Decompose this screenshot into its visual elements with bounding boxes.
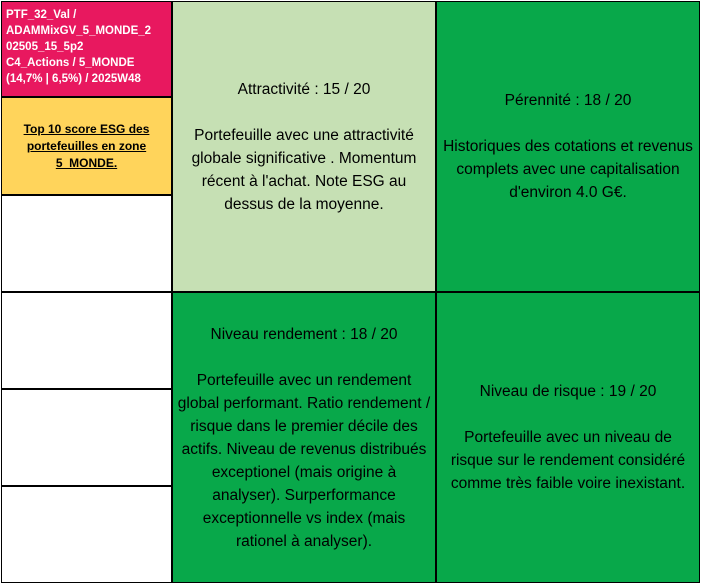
attractivite-text: Portefeuille avec une attractivité globale significative . Momentum récent à l'achat. Note ESG au dessus de la moyenne. bbox=[191, 126, 417, 213]
risque-text: Portefeuille avec un niveau de risque sur le rendement considéré comme très faible voire inexistant. bbox=[450, 429, 686, 492]
empty-cell bbox=[1, 292, 172, 389]
perennite-title: Pérennité : 18 / 20 bbox=[504, 92, 632, 109]
portfolio-info-line: C4_Actions / 5_MONDE bbox=[6, 57, 135, 69]
perennite-text: Historiques des cotations et revenus complets avec une capitalisation d'environ 4.0 G€. bbox=[443, 138, 693, 201]
risque-card bbox=[436, 292, 700, 583]
rendement-card bbox=[172, 292, 436, 583]
empty-cell bbox=[1, 195, 172, 292]
portfolio-info-line: PTF_32_Val / bbox=[6, 9, 77, 21]
rendement-text: Portefeuille avec un rendement global performant. Ratio rendement / risque dans le premier décile des actifs. Niveau de revenus distribués exceptionel (mais origine à analyser). Surperformance exceptionnelle vs index (mais rationel à analyser). bbox=[177, 371, 431, 550]
perennite-card bbox=[436, 1, 700, 292]
risque-title: Niveau de risque : 19 / 20 bbox=[479, 383, 657, 400]
portfolio-info-line: 02505_15_5p2 bbox=[6, 41, 84, 53]
top10-esg-label: Top 10 score ESG des portefeuilles en zone 5_MONDE. bbox=[23, 121, 150, 170]
rendement-title: Niveau rendement : 18 / 20 bbox=[210, 325, 398, 343]
top10-esg-link[interactable] bbox=[1, 97, 172, 195]
empty-cell bbox=[1, 486, 172, 583]
portfolio-info-cell bbox=[1, 1, 172, 97]
attractivite-card bbox=[172, 1, 436, 292]
empty-cell bbox=[1, 389, 172, 486]
portfolio-info-line: ADAMMixGV_5_MONDE_2 bbox=[6, 25, 152, 37]
attractivite-title: Attractivité : 15 / 20 bbox=[237, 80, 371, 98]
portfolio-info-line: (14,7% | 6,5%) / 2025W48 bbox=[6, 73, 141, 85]
